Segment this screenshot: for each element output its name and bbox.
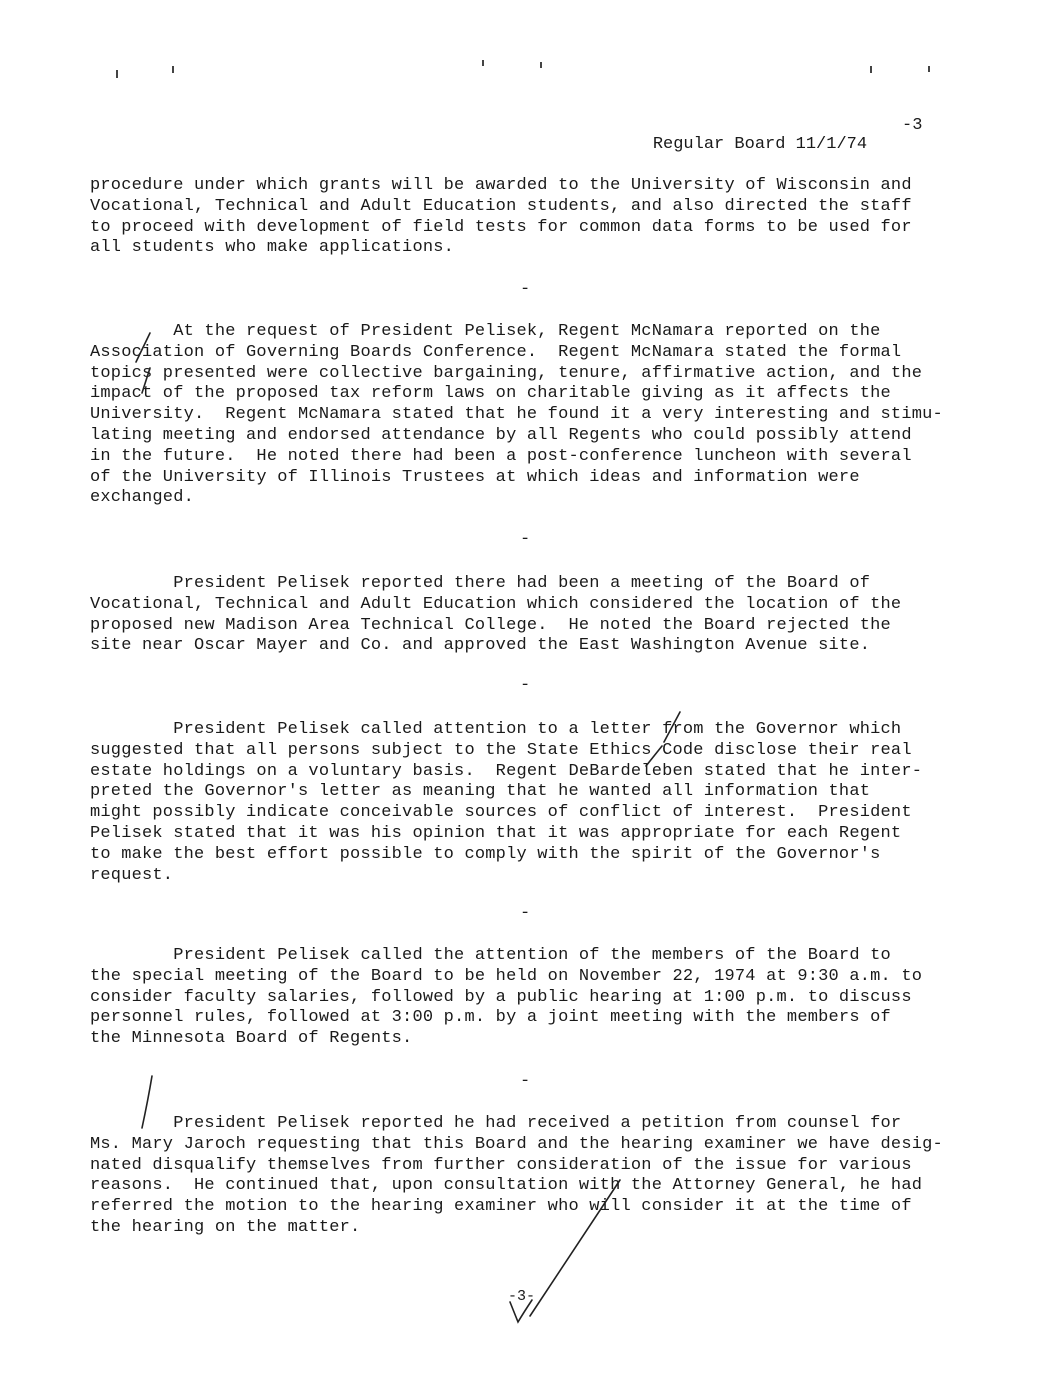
scan-speck	[482, 60, 484, 66]
section-separator: -	[520, 904, 531, 923]
scan-speck	[116, 70, 118, 78]
text-line: the hearing on the matter.	[90, 1217, 361, 1237]
paragraph-ethics-letter	[90, 720, 950, 886]
text-line: President Pelisek called attention to a letter from the Governor which	[90, 720, 902, 739]
section-separator: -	[520, 530, 531, 549]
text-line: suggested that all persons subject to the State Ethics Code disclose their real	[90, 740, 912, 760]
header-page-number: -3	[902, 116, 923, 135]
scan-speck	[928, 66, 930, 72]
text-line: At the request of President Pelisek, Regent McNamara reported on the	[90, 322, 881, 341]
text-line: the Minnesota Board of Regents.	[90, 1029, 413, 1049]
text-line: lating meeting and endorsed attendance by all Regents who could possibly attend	[90, 425, 912, 445]
text-line: Ms. Mary Jaroch requesting that this Board and the hearing examiner we have desig-	[90, 1134, 943, 1154]
text-line: to proceed with development of field tests for common data forms to be used for	[90, 217, 912, 237]
paragraph-vtae-meeting	[90, 574, 950, 657]
text-line: proposed new Madison Area Technical College. He noted the Board rejected the	[90, 615, 891, 635]
text-line: consider faculty salaries, followed by a public hearing at 1:00 p.m. to discuss	[90, 987, 912, 1007]
paragraph-special-meeting	[90, 946, 950, 1050]
text-line: request.	[90, 865, 174, 885]
text-line: nated disqualify themselves from further consideration of the issue for various	[90, 1155, 912, 1175]
text-line: Association of Governing Boards Conference. Regent McNamara stated the formal	[90, 342, 902, 362]
text-line: to make the best effort possible to comply with the spirit of the Governor's	[90, 844, 881, 864]
paragraph-jaroch-petition	[90, 1114, 950, 1239]
paragraph-grants-procedure	[90, 176, 950, 259]
text-line: Vocational, Technical and Adult Education students, and also directed the staff	[90, 196, 912, 216]
text-line: referred the motion to the hearing examiner who will consider it at the time of	[90, 1197, 912, 1217]
text-line: exchanged.	[90, 488, 195, 508]
text-line: Pelisek stated that it was his opinion that it was appropriate for each Regent	[90, 823, 902, 843]
paragraph-agb-conference	[90, 322, 950, 509]
text-line: might possibly indicate conceivable sources of conflict of interest. President	[90, 803, 912, 823]
text-line: of the University of Illinois Trustees at which ideas and information were	[90, 467, 860, 487]
scan-speck	[540, 62, 542, 68]
text-line: Vocational, Technical and Adult Education which considered the location of the	[90, 594, 902, 614]
page-footer-number: -3-	[508, 1288, 536, 1305]
header-title: Regular Board 11/1/74	[652, 135, 868, 154]
text-line: impact of the proposed tax reform laws on charitable giving as it affects the	[90, 384, 891, 404]
text-line: reasons. He continued that, upon consultation with the Attorney General, he had	[90, 1176, 923, 1196]
text-line: University. Regent McNamara stated that he found it a very interesting and stimu-	[90, 405, 943, 425]
text-line: President Pelisek reported there had been a meeting of the Board of	[90, 574, 871, 593]
scan-speck	[870, 66, 872, 73]
text-line: personnel rules, followed at 3:00 p.m. by a joint meeting with the members of	[90, 1008, 891, 1028]
section-separator: -	[520, 280, 531, 299]
text-line: preted the Governor's letter as meaning that he wanted all information that	[90, 782, 871, 802]
text-line: all students who make applications.	[90, 238, 455, 258]
text-line: the special meeting of the Board to be held on November 22, 1974 at 9:30 a.m. to	[90, 966, 923, 986]
section-separator: -	[520, 1072, 531, 1091]
text-line: in the future. He noted there had been a post-conference luncheon with several	[90, 446, 912, 466]
text-line: President Pelisek reported he had received a petition from counsel for	[90, 1114, 902, 1133]
text-line: President Pelisek called the attention of the members of the Board to	[90, 946, 891, 965]
text-line: site near Oscar Mayer and Co. and approved the East Washington Avenue site.	[90, 636, 871, 656]
text-line: topics presented were collective bargaining, tenure, affirmative action, and the	[90, 363, 923, 383]
section-separator: -	[520, 676, 531, 695]
scan-speck	[172, 66, 174, 73]
text-line: estate holdings on a voluntary basis. Regent DeBardeleben stated that he inter-	[90, 761, 923, 781]
text-line: procedure under which grants will be awarded to the University of Wisconsin and	[90, 176, 912, 195]
